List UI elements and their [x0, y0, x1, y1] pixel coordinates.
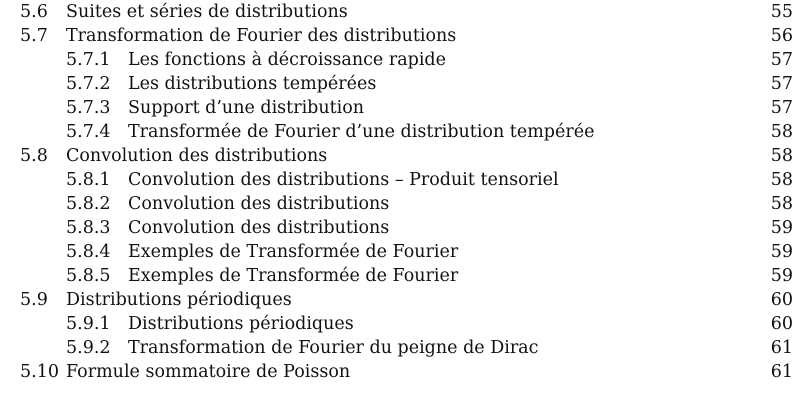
toc-entry-page-number: 60 — [761, 289, 793, 311]
toc-entry[interactable] — [0, 193, 810, 215]
toc-entry-page-number: 59 — [761, 217, 793, 239]
toc-entry[interactable] — [0, 217, 810, 239]
toc-entry-title: Les fonctions à décroissance rapide — [128, 49, 452, 71]
toc-entry[interactable] — [0, 289, 810, 311]
toc-entry-title: Formule sommatoire de Poisson — [66, 361, 356, 383]
toc-entry-title: Transformation de Fourier des distributions — [66, 25, 462, 47]
toc-entry-title: Suites et séries de distributions — [66, 1, 354, 23]
toc-entry-page-number: 55 — [761, 1, 793, 23]
toc-entry-number: 5.8.1 — [66, 170, 111, 190]
toc-entry[interactable] — [0, 241, 810, 263]
toc-entry[interactable] — [0, 25, 810, 47]
toc-entry-title: Convolution des distributions — [128, 217, 395, 239]
toc-entry-page-number: 59 — [761, 241, 793, 263]
toc-entry-page-number: 57 — [761, 97, 793, 119]
toc-entry[interactable] — [0, 49, 810, 71]
toc-entry[interactable] — [0, 121, 810, 143]
toc-entry-title: Exemples de Transformée de Fourier — [128, 265, 464, 287]
toc-entry-number: 5.7.1 — [66, 50, 111, 70]
toc-entry-title: Convolution des distributions — [66, 145, 333, 167]
toc-entry[interactable] — [0, 361, 810, 383]
toc-entry-number: 5.8.3 — [66, 218, 111, 238]
toc-entry-page-number: 58 — [761, 121, 793, 143]
toc-entry-number: 5.7 — [20, 26, 48, 46]
toc-entry-number: 5.8 — [20, 146, 48, 166]
toc-entry-number: 5.7.2 — [66, 74, 111, 94]
toc-entry-number: 5.8.4 — [66, 242, 111, 262]
toc-entry-number: 5.7.4 — [66, 122, 111, 142]
toc-entry-page-number: 58 — [761, 169, 793, 191]
toc-entry[interactable] — [0, 169, 810, 191]
toc-entry[interactable] — [0, 145, 810, 167]
toc-entry-page-number: 61 — [761, 361, 793, 383]
toc-entry-title: Les distributions tempérées — [128, 73, 382, 95]
toc-entry-number: 5.8.2 — [66, 194, 111, 214]
toc-entry[interactable] — [0, 73, 810, 95]
toc-entry-page-number: 58 — [761, 145, 793, 167]
toc-entry-number: 5.9 — [20, 290, 48, 310]
toc-entry-title: Distributions périodiques — [128, 313, 360, 335]
toc-entry[interactable] — [0, 265, 810, 287]
toc-entry-title: Transformée de Fourier d’une distribution tempérée — [128, 121, 600, 143]
toc-entry-title: Exemples de Transformée de Fourier — [128, 241, 464, 263]
toc-entry-page-number: 61 — [761, 337, 793, 359]
toc-entry-title: Distributions périodiques — [66, 289, 298, 311]
toc-entry-title: Convolution des distributions — [128, 193, 395, 215]
toc-entry-page-number: 56 — [761, 25, 793, 47]
toc-entry-page-number: 57 — [761, 49, 793, 71]
toc-entry-title: Support d’une distribution — [128, 97, 370, 119]
toc-entry-page-number: 59 — [761, 265, 793, 287]
toc-entry-page-number: 60 — [761, 313, 793, 335]
toc-entry-number: 5.6 — [20, 2, 48, 22]
toc-entry-title: Convolution des distributions – Produit tensoriel — [128, 169, 565, 191]
toc-entry[interactable] — [0, 313, 810, 335]
toc-entry-page-number: 57 — [761, 73, 793, 95]
toc-entry-page-number: 58 — [761, 193, 793, 215]
toc-entry-number: 5.7.3 — [66, 98, 111, 118]
toc-entry-number: 5.8.5 — [66, 266, 111, 286]
toc-entry[interactable] — [0, 97, 810, 119]
toc-entry-number: 5.9.2 — [66, 338, 111, 358]
toc-entry-number: 5.10 — [20, 362, 59, 382]
toc-entry[interactable] — [0, 1, 810, 23]
toc-entry[interactable] — [0, 337, 810, 359]
toc-entry-title: Transformation de Fourier du peigne de Dirac — [128, 337, 544, 359]
toc-entry-number: 5.9.1 — [66, 314, 111, 334]
